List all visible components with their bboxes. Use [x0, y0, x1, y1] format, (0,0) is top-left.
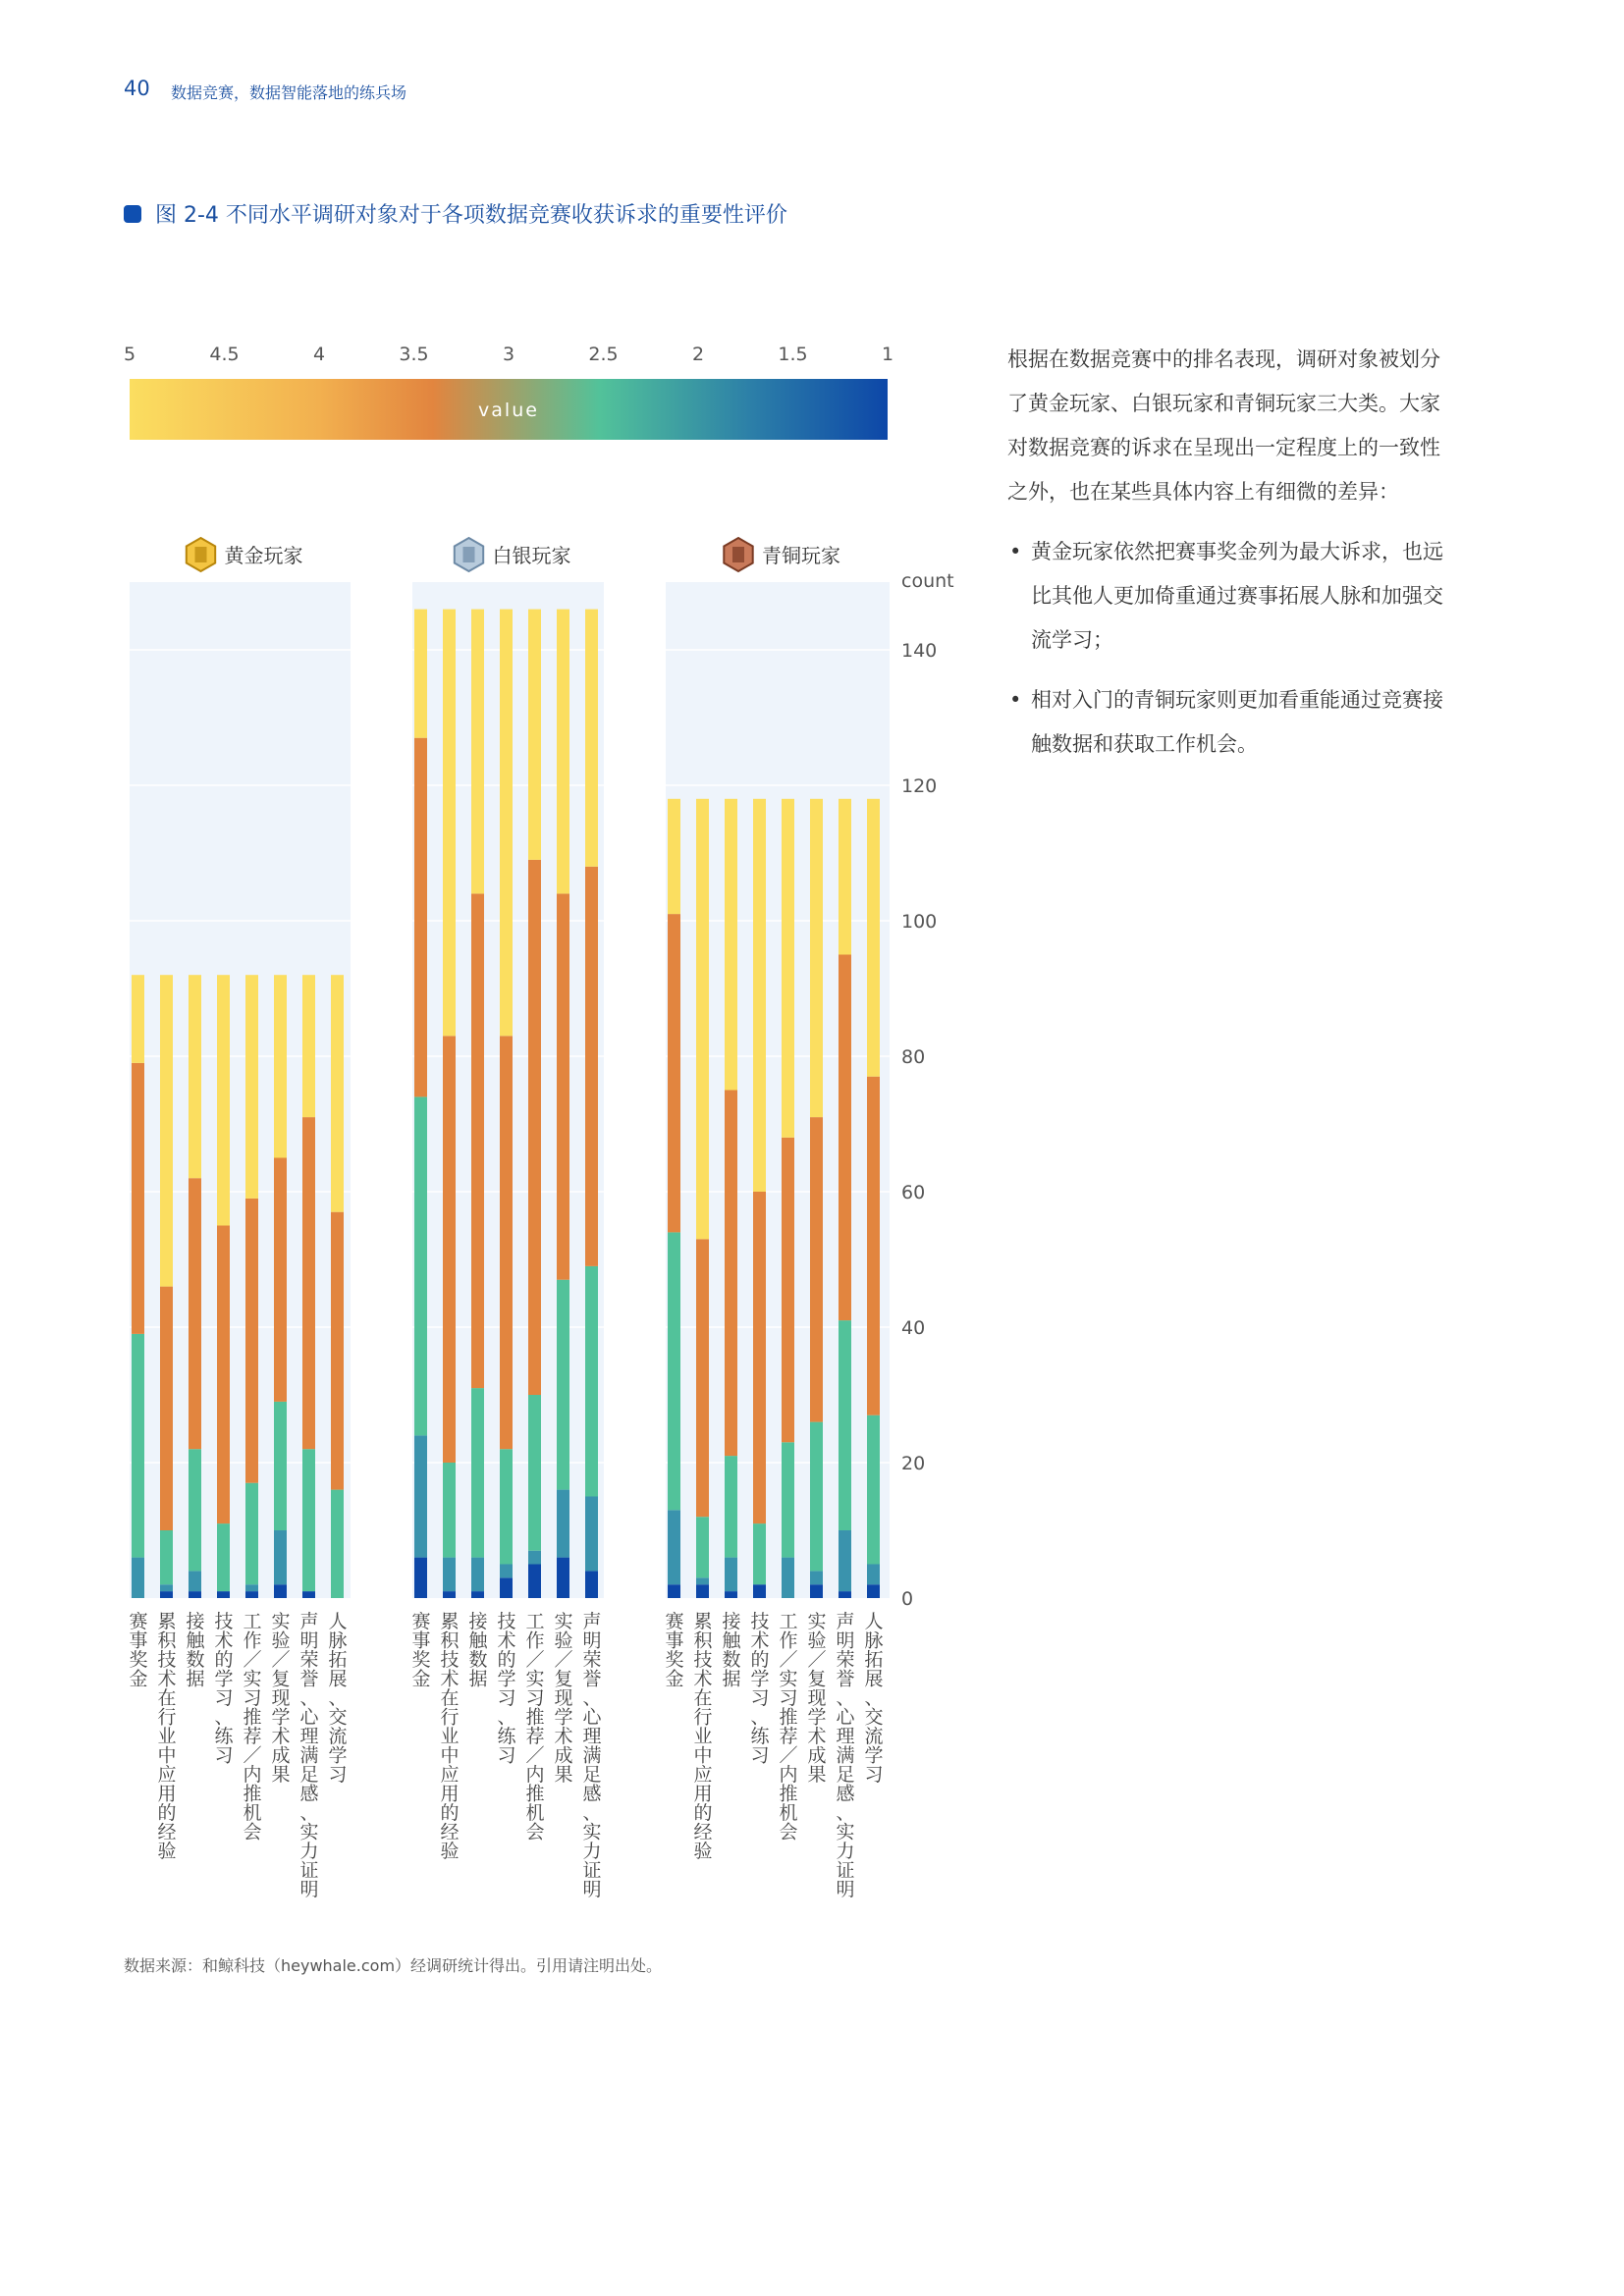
category-label: 赛事奖金: [665, 1611, 684, 1690]
panel-1: [130, 538, 352, 1900]
category-label: 声明荣誉、心理满足感、实力证明: [299, 1611, 319, 1900]
gold-medal-icon: [187, 538, 215, 571]
bar-segment: [443, 610, 456, 1037]
bar-segment: [132, 975, 144, 1063]
bar-segment: [867, 1565, 880, 1585]
bar-segment: [725, 1456, 737, 1558]
category-label: 工作／实习推荐／内推机会: [243, 1611, 262, 1843]
bar-segment: [839, 1320, 851, 1530]
commentary-paragraph: 根据在数据竞赛中的排名表现，调研对象被划分了黄金玩家、白银玩家和青铜玩家三大类。大家对数据竞赛的诉求在呈现出一定程度上的一致性之外，也在某些具体内容上有细微的差异：: [1007, 347, 1440, 504]
bar-segment: [867, 1584, 880, 1598]
bar-segment: [245, 1199, 258, 1483]
medal-core: [463, 547, 475, 562]
bar-segment: [414, 1096, 427, 1435]
bar-segment: [585, 610, 598, 867]
bar-segment: [160, 975, 173, 1286]
category-label: 累积技术在行业中应用的经验: [440, 1611, 460, 1862]
page-number: 40: [124, 77, 150, 100]
category-label: 累积技术在行业中应用的经验: [157, 1611, 177, 1862]
category-label: 工作／实习推荐／内推机会: [525, 1611, 545, 1843]
bar-segment: [528, 860, 541, 1395]
bar-segment: [867, 799, 880, 1077]
medal-core: [732, 547, 744, 562]
category-label: 接触数据: [186, 1611, 205, 1690]
bar-segment: [132, 1063, 144, 1334]
medal-core: [195, 547, 207, 562]
bronze-medal-icon: [724, 538, 752, 571]
bar-segment: [132, 1558, 144, 1598]
bar-segment: [585, 1497, 598, 1572]
bar-segment: [696, 799, 709, 1240]
bar-segment: [443, 1591, 456, 1598]
bar-segment: [839, 1530, 851, 1591]
category-label: 接触数据: [468, 1611, 488, 1690]
y-tick-label: 0: [901, 1588, 914, 1610]
category-label: 接触数据: [722, 1611, 741, 1690]
bar-segment: [696, 1239, 709, 1517]
bar-segment: [867, 1077, 880, 1415]
bar-segment: [331, 1490, 344, 1598]
bar-segment: [668, 1510, 680, 1584]
bar-segment: [725, 1558, 737, 1592]
commentary-bullet: • 相对入门的青铜玩家则更加看重能通过竞赛接触数据和获取工作机会。: [1007, 678, 1459, 767]
bar-segment: [443, 1558, 456, 1592]
category-label: 赛事奖金: [129, 1611, 148, 1690]
colorbar-tick-label: 1: [881, 344, 894, 365]
figure-title-text: 图 2-4 不同水平调研对象对于各项数据竞赛收获诉求的重要性评价: [155, 203, 787, 228]
category-label: 技术的学习、练习: [497, 1611, 516, 1767]
bar-segment: [217, 975, 230, 1225]
bar-segment: [274, 1158, 287, 1402]
bar-segment: [528, 610, 541, 860]
bar-segment: [217, 1226, 230, 1524]
colorbar-tick-label: 3: [502, 344, 515, 365]
category-label: 技术的学习、练习: [750, 1611, 770, 1767]
colorbar-title: value: [478, 400, 539, 421]
bar-segment: [274, 1402, 287, 1530]
category-label: 实验／复现学术成果: [554, 1611, 573, 1786]
bar-segment: [302, 975, 315, 1117]
bar-segment: [500, 610, 513, 1037]
bar-segment: [668, 1584, 680, 1598]
panel-title: 白银玩家: [492, 544, 571, 567]
bar-segment: [528, 1565, 541, 1599]
bar-segment: [585, 1266, 598, 1497]
bar-segment: [839, 955, 851, 1321]
bar-segment: [443, 1463, 456, 1558]
chart-panels: [130, 538, 891, 1900]
commentary-list: [1007, 530, 1459, 767]
bar-segment: [471, 1388, 484, 1558]
bar-segment: [331, 1212, 344, 1490]
category-label: 声明荣誉、心理满足感、实力证明: [836, 1611, 855, 1900]
category-label: 赛事奖金: [411, 1611, 431, 1690]
bar-segment: [696, 1517, 709, 1577]
colorbar-tick-label: 4: [312, 344, 326, 365]
bar-segment: [160, 1530, 173, 1584]
bar-segment: [782, 1138, 794, 1443]
bar-segment: [160, 1584, 173, 1591]
bar-segment: [245, 975, 258, 1199]
bar-segment: [668, 914, 680, 1232]
category-label: 技术的学习、练习: [214, 1611, 234, 1767]
bar-segment: [725, 799, 737, 1091]
bar-segment: [189, 1571, 201, 1591]
colorbar-tick-label: 1.5: [778, 344, 808, 365]
colorbar-tick-label: 5: [123, 344, 136, 365]
bar-segment: [528, 1395, 541, 1551]
y-tick-label: 40: [901, 1317, 926, 1339]
panel-title: 青铜玩家: [762, 544, 840, 567]
bar-segment: [245, 1584, 258, 1591]
y-tick-label: 140: [901, 640, 938, 662]
panel-title: 黄金玩家: [224, 544, 303, 567]
bar-segment: [274, 1584, 287, 1598]
bar-segment: [302, 1449, 315, 1591]
bar-segment: [668, 799, 680, 914]
bar-segment: [274, 975, 287, 1157]
bar-segment: [500, 1565, 513, 1578]
bar-segment: [414, 610, 427, 738]
bar-segment: [443, 1036, 456, 1463]
y-tick-label: 120: [901, 775, 938, 797]
bar-segment: [753, 1523, 766, 1584]
bar-segment: [810, 1584, 823, 1598]
y-tick-label: 60: [901, 1182, 926, 1203]
bar-segment: [414, 1435, 427, 1557]
bar-segment: [753, 799, 766, 1192]
bar-segment: [245, 1483, 258, 1585]
y-axis-title: count: [901, 570, 954, 592]
bar-segment: [839, 799, 851, 955]
category-label: 声明荣誉、心理满足感、实力证明: [582, 1611, 602, 1900]
bar-segment: [189, 1449, 201, 1571]
side-commentary: [1007, 338, 1459, 782]
panel-3: [666, 538, 891, 1900]
bar-segment: [471, 1558, 484, 1592]
bar-segment: [471, 1591, 484, 1598]
bar-segment: [696, 1577, 709, 1584]
bar-segment: [810, 1422, 823, 1572]
bar-segment: [160, 1591, 173, 1598]
bar-segment: [528, 1551, 541, 1565]
bar-segment: [782, 799, 794, 1138]
bar-segment: [696, 1584, 709, 1598]
bar-segment: [753, 1584, 766, 1598]
bar-segment: [725, 1091, 737, 1457]
bar-segment: [189, 1178, 201, 1449]
data-source-note: 数据来源：和鲸科技（heywhale.com）经调研统计得出。引用请注明出处。: [124, 1956, 663, 1975]
silver-medal-icon: [455, 538, 483, 571]
bar-segment: [725, 1591, 737, 1598]
bar-segment: [585, 867, 598, 1266]
bar-segment: [302, 1591, 315, 1598]
commentary-bullet: • 黄金玩家依然把赛事奖金列为最大诉求，也远比其他人更加倚重通过赛事拓展人脉和加强交流学习；: [1007, 530, 1459, 663]
bar-segment: [217, 1591, 230, 1598]
y-tick-label: 80: [901, 1046, 926, 1068]
bar-segment: [557, 893, 569, 1279]
running-header: 数据竞赛，数据智能落地的练兵场: [171, 83, 407, 102]
bar-segment: [331, 975, 344, 1211]
colorbar-tick-label: 4.5: [209, 344, 240, 365]
bar-segment: [471, 893, 484, 1388]
colorbar-tick-label: 3.5: [399, 344, 429, 365]
bar-segment: [782, 1558, 794, 1598]
bar-segment: [557, 1490, 569, 1558]
bar-segment: [414, 1558, 427, 1598]
colorbar-tick-label: 2.5: [588, 344, 619, 365]
bar-segment: [500, 1449, 513, 1564]
y-axis: [901, 570, 954, 1610]
bar-segment: [753, 1192, 766, 1523]
bar-segment: [557, 610, 569, 894]
bar-segment: [557, 1280, 569, 1490]
bar-segment: [471, 610, 484, 894]
y-tick-label: 100: [901, 911, 938, 933]
category-label: 工作／实习推荐／内推机会: [779, 1611, 798, 1843]
bar-segment: [189, 975, 201, 1178]
bar-segment: [414, 738, 427, 1097]
bar-segment: [160, 1287, 173, 1530]
bar-segment: [867, 1415, 880, 1565]
category-label: 实验／复现学术成果: [271, 1611, 291, 1786]
category-label: 人脉拓展、交流学习: [864, 1611, 884, 1786]
bar-segment: [245, 1591, 258, 1598]
bar-segment: [557, 1558, 569, 1598]
y-tick-label: 20: [901, 1453, 926, 1474]
bar-segment: [810, 799, 823, 1117]
bar-segment: [189, 1591, 201, 1598]
bar-segment: [839, 1591, 851, 1598]
bar-segment: [217, 1523, 230, 1591]
colorbar: [124, 344, 893, 440]
category-label: 累积技术在行业中应用的经验: [693, 1611, 713, 1862]
colorbar-tick-label: 2: [691, 344, 705, 365]
bar-segment: [668, 1232, 680, 1510]
category-label: 实验／复现学术成果: [807, 1611, 827, 1786]
bar-segment: [782, 1442, 794, 1557]
bar-segment: [585, 1571, 598, 1598]
bar-segment: [132, 1334, 144, 1558]
panel-2: [412, 538, 605, 1900]
bar-segment: [810, 1571, 823, 1584]
bar-segment: [500, 1036, 513, 1449]
bar-segment: [274, 1530, 287, 1584]
bar-segment: [810, 1117, 823, 1422]
bar-segment: [500, 1577, 513, 1598]
bar-segment: [302, 1117, 315, 1449]
category-label: 人脉拓展、交流学习: [328, 1611, 348, 1786]
